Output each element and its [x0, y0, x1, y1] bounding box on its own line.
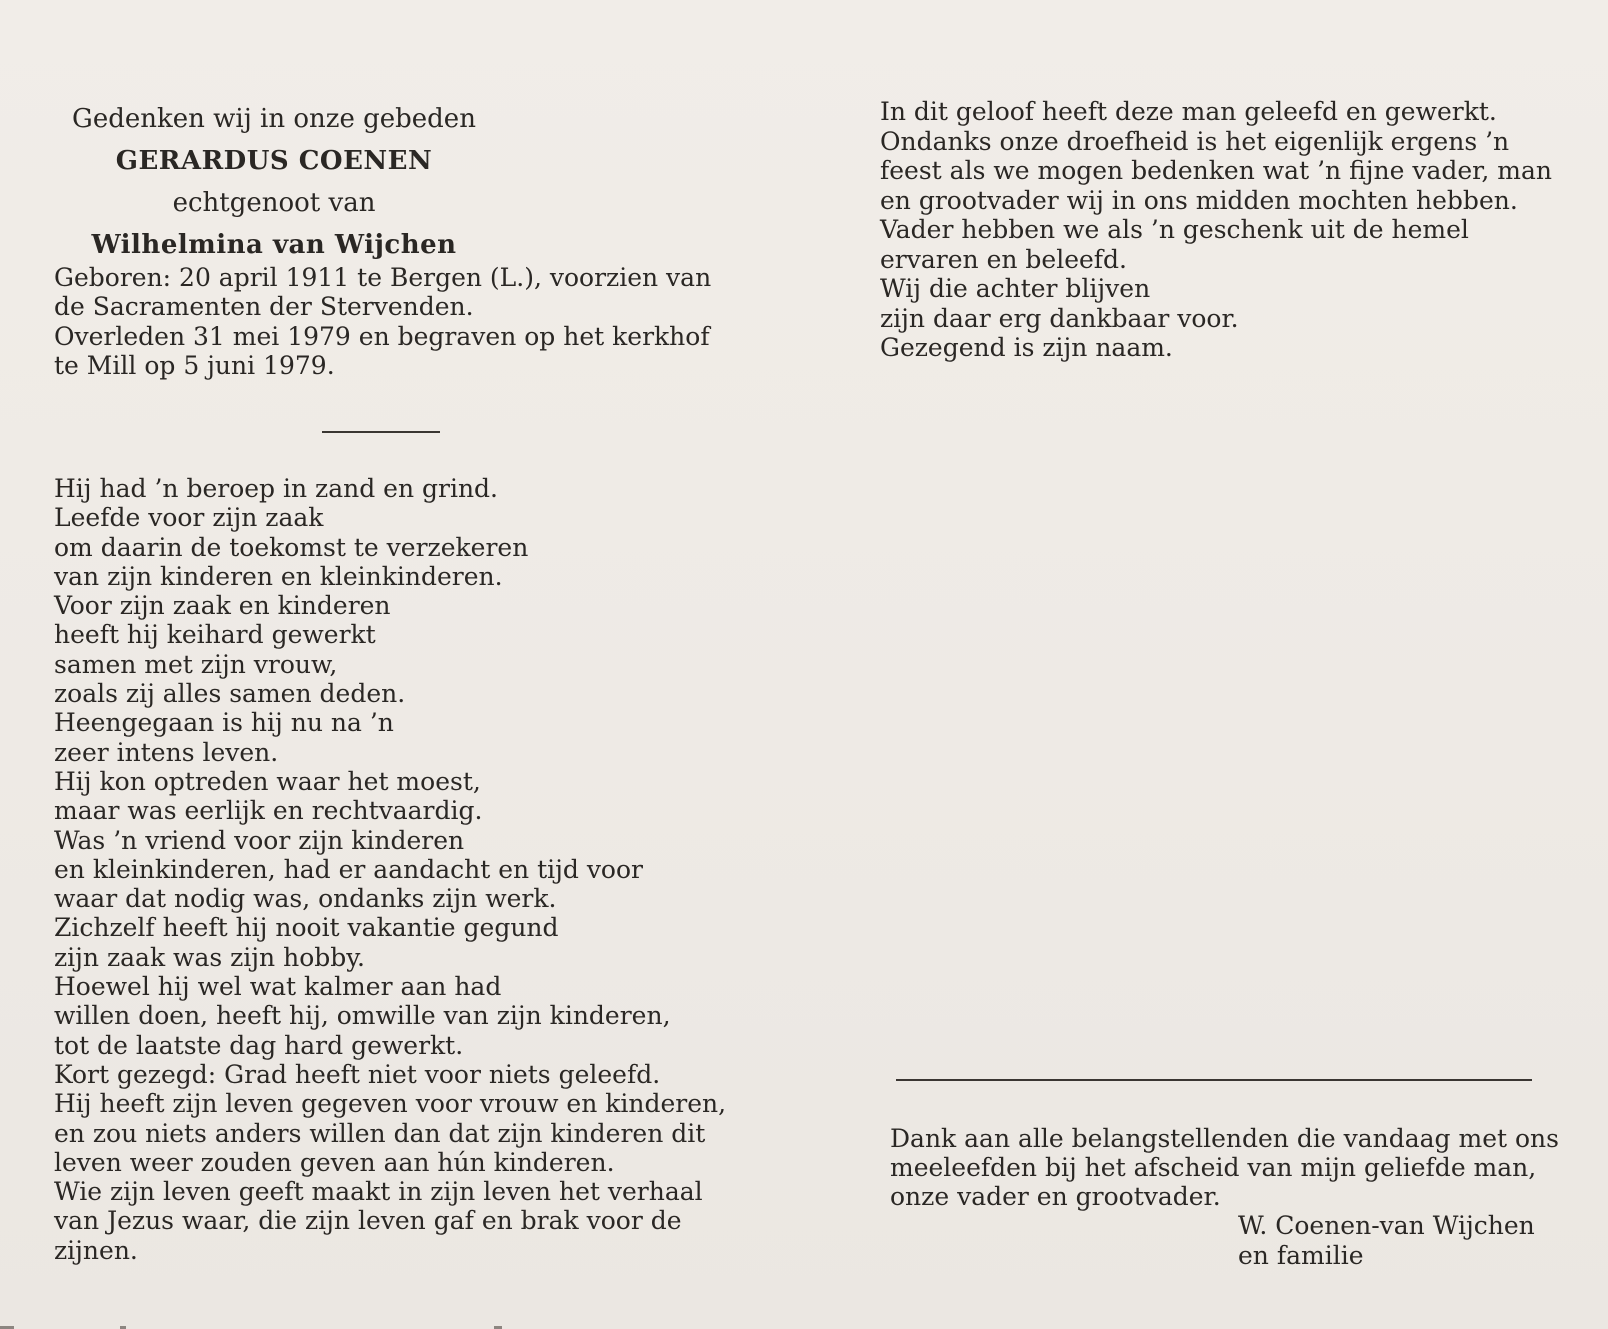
thanks-paragraph: [890, 1124, 1559, 1211]
faith-line: ervaren en beleefd.: [880, 244, 1127, 274]
signature-family: en familie: [1238, 1241, 1364, 1270]
divider-long: [896, 1079, 1532, 1081]
poem-line: samen met zijn vrouw,: [54, 649, 338, 679]
poem-line: Voor zijn zaak en kinderen: [54, 591, 391, 621]
poem-line: Hoewel hij wel wat kalmer aan had: [54, 972, 502, 1002]
thanks-line: meeleefden bij het afscheid van mijn geliefde man,: [890, 1153, 1537, 1182]
poem-line: van Jezus waar, die zijn leven gaf en brak voor de: [54, 1206, 682, 1236]
poem-line: tot de laatste dag hard gewerkt.: [54, 1030, 464, 1060]
poem-line: maar was eerlijk en rechtvaardig.: [54, 796, 483, 826]
faith-line: Gezegend is zijn naam.: [880, 333, 1173, 362]
birth-line: Geboren: 20 april 1911 te Bergen (L.), voorzien van: [54, 263, 712, 292]
faith-line: In dit geloof heeft deze man geleefd en gewerkt.: [880, 97, 1497, 126]
faith-line: zijn daar erg dankbaar voor.: [880, 303, 1239, 333]
faith-line: Wij die achter blijven: [880, 274, 1151, 303]
right-page: [804, 0, 1608, 1329]
poem-line: Leefde voor zijn zaak: [54, 503, 324, 533]
poem-line: heeft hij keihard gewerkt: [54, 620, 376, 650]
scan-edge-marks: [0, 1325, 1608, 1329]
poem-line: Hij kon optreden waar het moest,: [54, 766, 481, 796]
death-line: te Mill op 5 juni 1979.: [54, 350, 335, 380]
poem-line: Wie zijn leven geeft maakt in zijn leven het verhaal: [54, 1177, 703, 1207]
poem-line: van zijn kinderen en kleinkinderen.: [54, 561, 503, 591]
poem-line: Was ’n vriend voor zijn kinderen: [54, 825, 465, 855]
thanks-line: onze vader en grootvader.: [890, 1182, 1221, 1211]
poem-line: Kort gezegd: Grad heeft niet voor niets geleefd.: [54, 1059, 661, 1089]
header-block: [54, 98, 704, 266]
divider-short: [322, 431, 440, 433]
poem-line: zijn zaak was zijn hobby.: [54, 942, 365, 972]
spouse-name: Wilhelmina van Wijchen: [91, 230, 457, 260]
poem-line: zijnen.: [54, 1235, 138, 1265]
relation-line: echtgenoot van: [172, 188, 376, 218]
faith-line: feest als we mogen bedenken wat ’n fijne vader, man: [880, 156, 1552, 185]
poem-line: om daarin de toekomst te verzekeren: [54, 532, 529, 562]
faith-line: Vader hebben we als ’n geschenk uit de hemel: [880, 215, 1469, 244]
poem-block: [54, 474, 727, 1265]
death-line: Overleden 31 mei 1979 en begraven op het kerkhof: [54, 321, 710, 351]
birth-line: de Sacramenten der Stervenden.: [54, 292, 474, 322]
poem-line: en kleinkinderen, had er aandacht en tijd voor: [54, 854, 643, 884]
deceased-name: GERARDUS COENEN: [115, 146, 433, 176]
poem-line: zeer intens leven.: [54, 737, 279, 767]
signature-block: [1238, 1211, 1558, 1271]
poem-line: waar dat nodig was, ondanks zijn werk.: [54, 884, 557, 914]
faith-line: Ondanks onze droefheid is het eigenlijk ergens ’n: [880, 126, 1510, 156]
poem-line: Zichzelf heeft hij nooit vakantie gegund: [54, 913, 559, 943]
poem-line: zoals zij alles samen deden.: [54, 679, 406, 709]
poem-line: Hij heeft zijn leven gegeven voor vrouw en kinderen,: [54, 1089, 727, 1119]
faith-paragraph: [880, 97, 1552, 363]
signature-name: W. Coenen-van Wijchen: [1238, 1211, 1535, 1240]
poem-line: Heengegaan is hij nu na ’n: [54, 708, 394, 738]
poem-line: Hij had ’n beroep in zand en grind.: [54, 474, 499, 503]
poem-line: leven weer zouden geven aan hún kinderen.: [54, 1147, 615, 1177]
faith-line: en grootvader wij in ons midden mochten hebben.: [880, 185, 1518, 215]
birth-death-block: [54, 263, 712, 380]
thanks-line: Dank aan alle belangstellenden die vandaag met ons: [890, 1124, 1559, 1153]
intro-line: Gedenken wij in onze gebeden: [72, 104, 476, 134]
poem-line: willen doen, heeft hij, omwille van zijn kinderen,: [54, 1001, 671, 1031]
poem-line: en zou niets anders willen dan dat zijn kinderen dit: [54, 1118, 706, 1148]
